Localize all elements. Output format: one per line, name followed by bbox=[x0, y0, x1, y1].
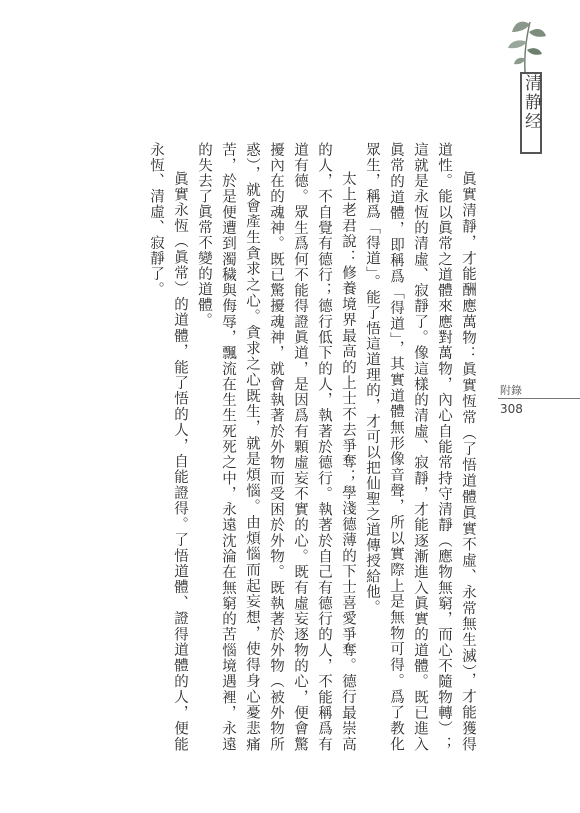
paragraph: 太上老君說：修養境界最高的上士不去爭奪；學淺德薄的下士喜愛爭奪。德行最崇高的人，不自覺有德行；德行低下的人，執著於德行。執著於自己有德行的人，不能稱爲有道有德。眾生爲何不能得證眞道，是因爲有顆虛妄不實的心。既有虛妄逐物的心，便會驚擾內在的魂神。既已驚擾魂神，就會執著於外物而受困於外物。既執著於外物（被外物所惑），就會產生貪求之心。貪求之心既生，就是煩惱。由煩惱而起妄想，使得身心憂悲痛苦，於是便遭到濁穢與侮辱，飄流在生生死死之中，永遠沈淪在無窮的苦惱境遇裡，永遠的失去了眞常不變的道體。 bbox=[196, 142, 356, 752]
paragraph: 眞實清靜，才能酬應萬物：眞實恆常（了悟道體眞實不虛、永常無生滅），才能獲得道性。能以眞常之道體來應對萬物，內心自能常持守清靜（應物無窮，而心不隨物轉）；這就是永恆的清虛、寂靜了。像這樣的清虛、寂靜，才能逐漸進入眞實的道體。既已進入眞常的道體，即稱爲「得道」，其實道體無形像音聲，所以實際上是無物可得。爲了教化眾生，稱爲「得道」。能了悟這道理的，才可以把仙聖之道傳授給他。 bbox=[364, 142, 476, 752]
paragraph: 眞實永恆（眞常）的道體，能了悟的人，自能證得。了悟道體、證得道體的人，便能永恆、清虛、寂靜了。 bbox=[148, 142, 188, 752]
body-text bbox=[105, 142, 480, 752]
section-label: 附錄 bbox=[500, 384, 522, 397]
page-divider bbox=[498, 398, 580, 399]
book-title: 清静经 bbox=[521, 74, 541, 131]
leaf-sprig-icon bbox=[500, 14, 550, 74]
book-emblem bbox=[500, 14, 550, 154]
page-number: 308 bbox=[500, 402, 523, 416]
